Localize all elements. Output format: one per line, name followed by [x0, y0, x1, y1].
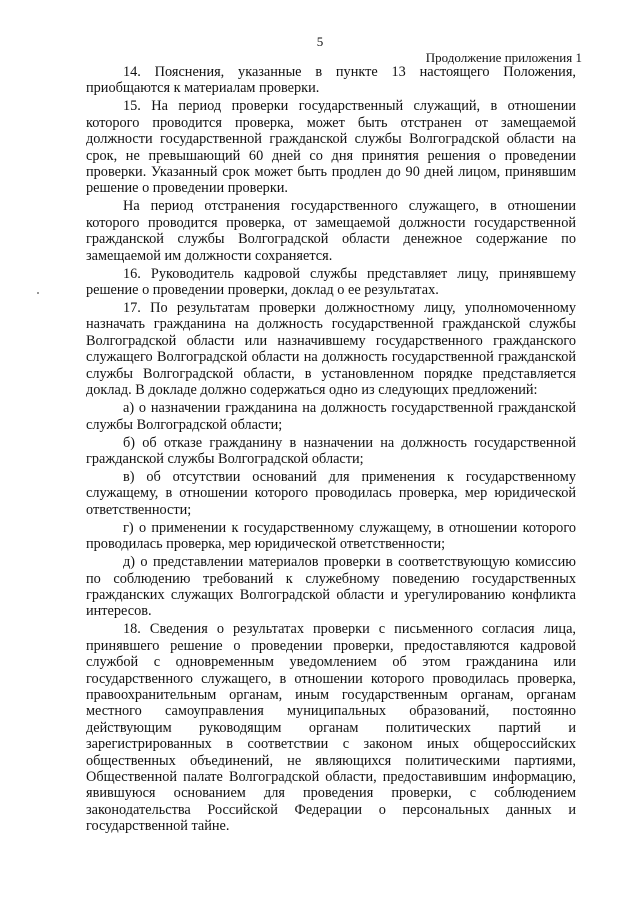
paragraph-item-17: 17. По результатам проверки должностному лицу, уполномоченному назначать гражданина на должность государственной гражданской службы Волгоградской области или назначившему государственного гражданского служащего Волгоградской области на должность государственной гражданской службы Волгоградской области, в установленном порядке представляется доклад. В докладе должно содержаться одно из следующих предложений: [86, 300, 576, 399]
paragraph-item-14: 14. Пояснения, указанные в пункте 13 настоящего Положения, приобщаются к материалам проверки. [86, 64, 576, 97]
paragraph-item-16: 16. Руководитель кадровой службы представляет лицу, принявшему решение о проведении проверки, доклад о ее результатах. [86, 265, 576, 299]
proposal-c: в) об отсутствии оснований для применения к государственному служащему, в отношении которого проводилась проверка, мер юридической ответственности; [86, 468, 576, 518]
proposal-b: б) об отказе гражданину в назначении на должность государственной гражданской службы Волгоградской области; [86, 434, 576, 467]
proposal-e: д) о представлении материалов проверки в соответствующую комиссию по соблюдению требований к служебному поведению государственных гражданских служащих Волгоградской области и урегулированию конфликта интересов. [86, 554, 576, 620]
proposal-d: г) о применении к государственному служащему, в отношении которого проводилась проверка, мер юридической ответственности; [86, 519, 576, 553]
paragraph-item-15: 15. На период проверки государственный служащий, в отношении которого проводится проверка, может быть отстранен от замещаемой должности государственной гражданской службы Волгоградской области на срок, не превышающий 60 дней со дня принятия решения о проведении проверки. Указанный срок может быть продлен до 90 дней лицом, принявшим решение о проведении проверки. [86, 98, 576, 197]
appendix-continuation-note: Продолжение приложения 1 [425, 50, 582, 65]
document-body [86, 64, 576, 836]
page-number: 5 [316, 34, 324, 49]
paragraph-item-18: 18. Сведения о результатах проверки с письменного согласия лица, принявшего решение о проведении проверки, предоставляются кадровой службой с одновременным уведомлением об этом гражданина или государственного служащего, в отношении которого проводилась проверка, правоохранительным органам, иным государственным органам, органам местного самоуправления муниципальных образований, постоянно действующим руководящим органам политических партий и зарегистрированных в соответствии с законом иных общероссийских общественных объединений, не являющихся политическими партиями, Общественной палате Волгоградской области, предоставившим информацию, явившуюся основанием для проведения проверки, с соблюдением законодательства Российской Федерации о персональных данных и государственной тайне. [86, 621, 576, 835]
margin-dot [37, 292, 39, 294]
paragraph-suspension-salary: На период отстранения государственного служащего, в отношении которого проводится проверка, от замещаемой должности государственной гражданской службы Волгоградской области денежное содержание по замещаемой им должности сохраняется. [86, 198, 576, 264]
proposal-a: а) о назначении гражданина на должность государственной гражданской службы Волгоградской области; [86, 400, 576, 433]
